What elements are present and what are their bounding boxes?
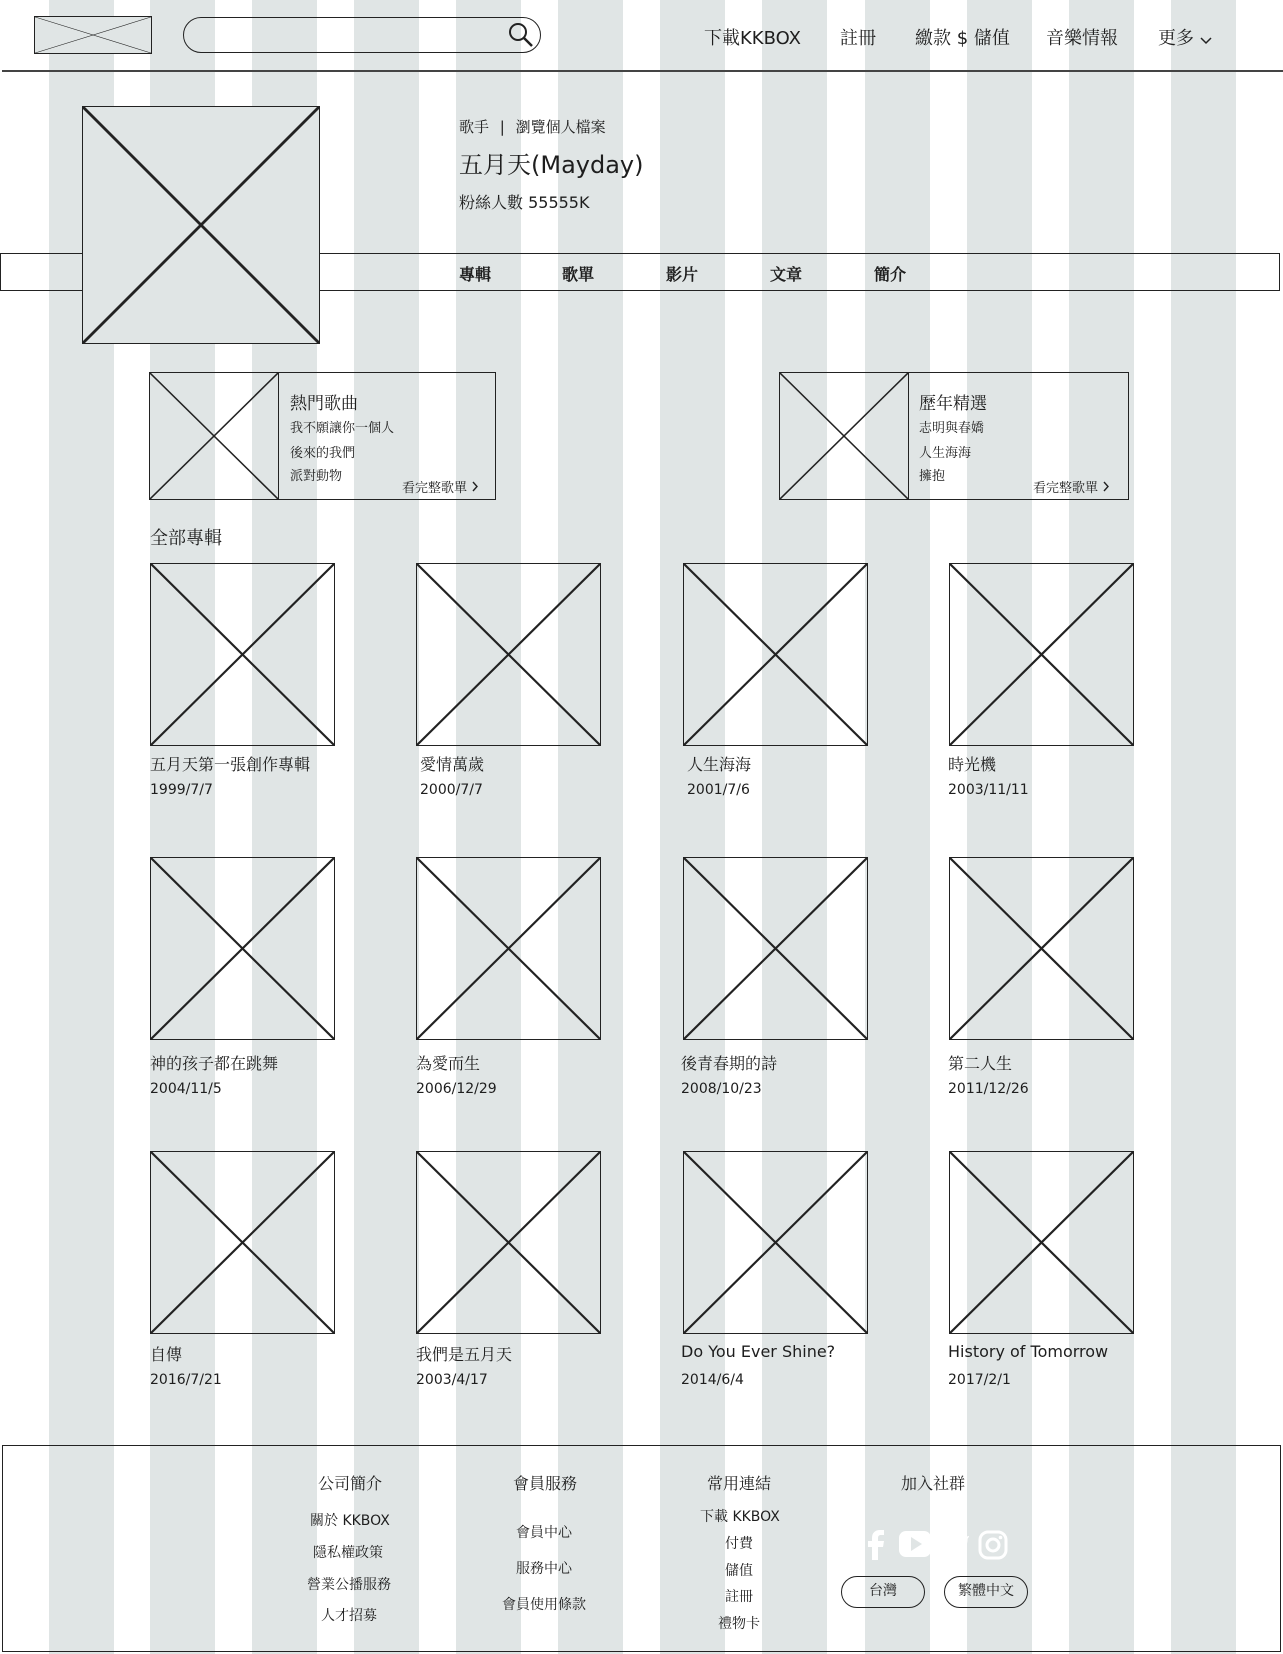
view-full-label: 看完整歌單	[1033, 481, 1099, 496]
album-date: 2003/4/17	[416, 1372, 488, 1388]
youtube-icon[interactable]	[899, 1531, 931, 1557]
album-date: 1999/7/7	[150, 782, 213, 798]
playlist-title: 歷年精選	[919, 394, 987, 414]
albums-heading: 全部專輯	[150, 528, 222, 549]
album-date: 2017/2/1	[948, 1372, 1011, 1388]
facebook-icon[interactable]	[864, 1530, 886, 1560]
footer-link[interactable]: 人才招募	[321, 1608, 377, 1624]
album-date: 2016/7/21	[150, 1372, 222, 1388]
album-date: 2006/12/29	[416, 1081, 497, 1097]
album-title[interactable]: 五月天第一張創作專輯	[150, 755, 311, 774]
playlist-song: 擁抱	[919, 469, 946, 484]
tab-articles[interactable]: 文章	[770, 265, 803, 284]
footer-heading-member: 會員服務	[513, 1474, 578, 1493]
footer-heading-company: 公司簡介	[318, 1474, 383, 1493]
playlist-song: 後來的我們	[290, 446, 356, 461]
footer-link[interactable]: 隱私權政策	[313, 1545, 383, 1561]
album-cover[interactable]	[683, 857, 868, 1040]
tab-playlists[interactable]: 歌單	[562, 265, 595, 284]
album-date: 2003/11/11	[948, 782, 1029, 798]
language-button[interactable]: 繁體中文	[944, 1576, 1028, 1608]
footer-link[interactable]: 關於 KKBOX	[310, 1513, 390, 1529]
album-cover[interactable]	[416, 1151, 601, 1334]
album-cover[interactable]	[683, 563, 868, 746]
album-cover[interactable]	[416, 563, 601, 746]
footer-link[interactable]: 付費	[725, 1536, 753, 1552]
footer-link[interactable]: 會員中心	[516, 1525, 572, 1541]
artist-name: 五月天(Mayday)	[459, 151, 644, 179]
tab-albums[interactable]: 專輯	[459, 265, 492, 284]
album-title[interactable]: 愛情萬歲	[420, 755, 485, 774]
instagram-icon[interactable]	[978, 1530, 1008, 1560]
search-input[interactable]	[183, 17, 541, 53]
footer-link[interactable]: 儲值	[725, 1563, 753, 1579]
footer-link[interactable]: 會員使用條款	[502, 1597, 586, 1613]
logo[interactable]	[34, 16, 152, 54]
album-date: 2000/7/7	[420, 782, 483, 798]
album-cover[interactable]	[949, 563, 1134, 746]
playlist-title: 熱門歌曲	[290, 394, 358, 414]
nav-register[interactable]: 註冊	[840, 28, 876, 49]
playlist-cover	[779, 372, 909, 500]
view-full-playlist-link[interactable]	[402, 477, 479, 496]
album-title[interactable]: 為愛而生	[416, 1054, 481, 1073]
album-title[interactable]: Do You Ever Shine?	[681, 1342, 836, 1361]
album-title[interactable]: 我們是五月天	[416, 1345, 513, 1364]
nav-more-label: 更多	[1158, 28, 1194, 49]
view-full-label: 看完整歌單	[402, 481, 468, 496]
search-icon[interactable]	[508, 22, 534, 48]
album-title[interactable]: 時光機	[948, 755, 997, 774]
album-cover[interactable]	[949, 857, 1134, 1040]
album-title[interactable]: 神的孩子都在跳舞	[150, 1054, 279, 1073]
playlist-song: 志明與春嬌	[919, 421, 985, 436]
tab-bio[interactable]: 簡介	[874, 265, 907, 284]
nav-more[interactable]	[1158, 24, 1213, 50]
playlist-song: 派對動物	[290, 469, 343, 484]
footer-link[interactable]: 下載 KKBOX	[700, 1509, 780, 1525]
footer-heading-social: 加入社群	[901, 1474, 966, 1493]
meta-separator: |	[499, 118, 505, 136]
tab-videos[interactable]: 影片	[666, 265, 699, 284]
footer-link[interactable]: 註冊	[725, 1589, 753, 1605]
chevron-right-icon	[471, 481, 479, 496]
header-divider	[2, 70, 1283, 72]
profile-link[interactable]: 瀏覽個人檔案	[515, 118, 606, 136]
chevron-right-icon	[1102, 481, 1110, 496]
footer-link[interactable]: 服務中心	[516, 1561, 572, 1577]
footer-heading-common: 常用連結	[707, 1474, 772, 1493]
playlist-cover	[149, 372, 279, 500]
artist-category: 歌手	[459, 118, 490, 136]
album-title[interactable]: 後青春期的詩	[681, 1054, 778, 1073]
album-cover[interactable]	[949, 1151, 1134, 1334]
nav-payment[interactable]: 繳款 $ 儲值	[915, 28, 1010, 49]
album-cover[interactable]	[683, 1151, 868, 1334]
album-title[interactable]: 第二人生	[948, 1054, 1013, 1073]
album-date: 2004/11/5	[150, 1081, 222, 1097]
artist-meta	[459, 116, 606, 137]
footer-link[interactable]: 禮物卡	[718, 1616, 760, 1632]
twitter-icon[interactable]	[941, 1533, 969, 1557]
album-cover[interactable]	[150, 1151, 335, 1334]
playlist-song: 人生海海	[919, 446, 972, 461]
footer	[2, 1445, 1281, 1652]
album-date: 2011/12/26	[948, 1081, 1029, 1097]
album-date: 2008/10/23	[681, 1081, 762, 1097]
chevron-down-icon	[1199, 30, 1213, 49]
nav-download[interactable]: 下載KKBOX	[704, 28, 801, 49]
album-date: 2014/6/4	[681, 1372, 744, 1388]
fan-count: 粉絲人數 55555K	[459, 193, 590, 212]
album-cover[interactable]	[150, 857, 335, 1040]
view-full-playlist-link[interactable]	[1033, 477, 1110, 496]
nav-music-news[interactable]: 音樂情報	[1046, 28, 1118, 49]
album-title[interactable]: History of Tomorrow	[948, 1342, 1109, 1361]
artist-photo	[82, 106, 320, 344]
playlist-song: 我不願讓你一個人	[290, 421, 395, 436]
album-cover[interactable]	[150, 563, 335, 746]
footer-link[interactable]: 營業公播服務	[307, 1577, 391, 1593]
album-title[interactable]: 自傳	[150, 1345, 183, 1364]
album-cover[interactable]	[416, 857, 601, 1040]
album-title[interactable]: 人生海海	[687, 755, 752, 774]
album-date: 2001/7/6	[687, 782, 750, 798]
region-button[interactable]: 台灣	[841, 1576, 925, 1608]
